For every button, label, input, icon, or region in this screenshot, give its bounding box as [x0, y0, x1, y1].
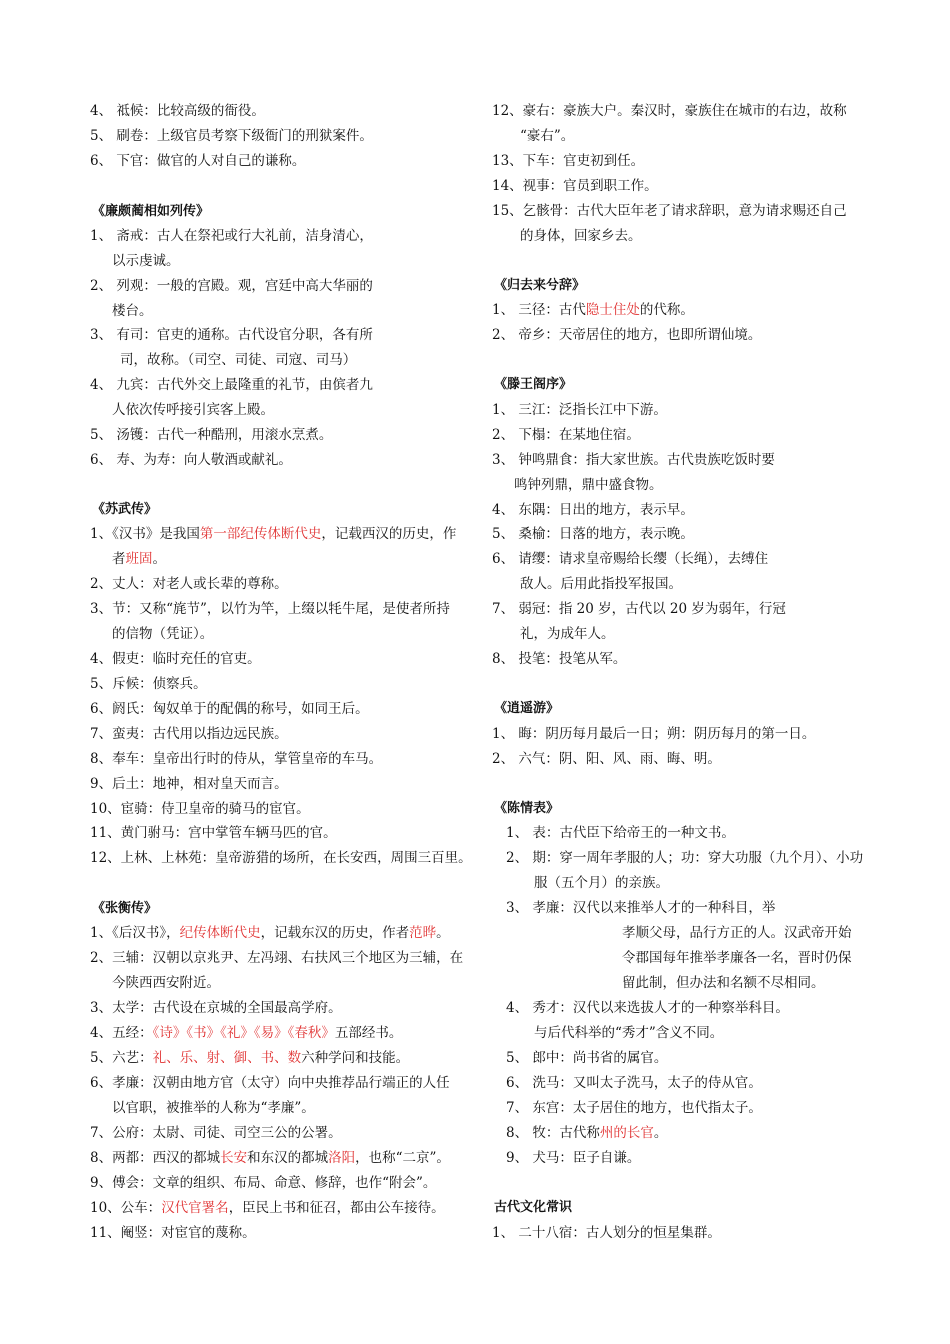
- section-title-zhangheng: 《张衡传》: [92, 901, 158, 916]
- highlight-text: 汉代官署名: [161, 1200, 229, 1216]
- list-item: 5、 桑榆：日落的地方，表示晚。: [492, 526, 694, 542]
- list-item: 7、公府：太尉、司徒、司空三公的公署。: [90, 1125, 342, 1141]
- list-item: 13、下车：官吏初到任。: [492, 153, 645, 169]
- section-title-lianpo: 《廉颇蔺相如列传》: [92, 204, 210, 219]
- list-item: 5、六艺：礼、乐、射、御、书、数六种学问和技能。: [90, 1050, 410, 1066]
- list-item: 1、《汉书》是我国第一部纪传体断代史，记载西汉的历史，作: [90, 526, 457, 542]
- list-item: 3、 有司：官吏的通称。古代设官分职，各有所: [90, 327, 373, 343]
- list-item: 孝顺父母，品行方正的人。汉武帝开始: [622, 925, 852, 941]
- section-title-culture: 古代文化常识: [494, 1200, 573, 1215]
- list-item: 8、奉车：皇帝出行时的侍从，掌管皇帝的车马。: [90, 751, 383, 767]
- highlight-text: 隐士住处: [585, 302, 640, 318]
- list-item: 鸣钟列鼎，鼎中盛食物。: [514, 477, 663, 493]
- list-item: 1、《后汉书》，纪传体断代史，记载东汉的历史，作者范晔。: [90, 925, 450, 941]
- highlight-text: 班固: [125, 551, 153, 567]
- list-item: “豪右”。: [520, 128, 575, 144]
- list-item: 3、 钟鸣鼎食：指大家世族。古代贵族吃饭时要: [492, 452, 775, 468]
- list-item: 6、孝廉：汉朝由地方官（太守）向中央推荐品行端正的人任: [90, 1075, 450, 1091]
- list-item: 1、 三径：古代隐士住处的代称。: [492, 302, 694, 318]
- list-item: 服（五个月）的亲族。: [534, 875, 669, 891]
- list-item: 3、 孝廉：汉代以来推举人才的一种科目，举: [506, 900, 776, 916]
- highlight-text: 纪传体断代史: [179, 925, 261, 941]
- list-item: 的身体，回家乡去。: [520, 228, 642, 244]
- list-item: 8、 牧：古代称州的长官。: [506, 1125, 668, 1141]
- list-item: 6、阏氏：匈奴单于的配偶的称号，如同王后。: [90, 701, 369, 717]
- list-item: 与后代科举的“秀才”含义不同。: [534, 1025, 724, 1041]
- section-title-guiqulai: 《归去来兮辞》: [494, 278, 586, 293]
- list-item: 7、蛮夷：古代用以指边远民族。: [90, 726, 288, 742]
- list-item: 楼台。: [112, 303, 153, 319]
- list-item: 7、 东宫：太子居住的地方，也代指太子。: [506, 1100, 762, 1116]
- list-item: 4、五经：《诗》《书》《礼》《易》《春秋》五部经书。: [90, 1025, 403, 1041]
- list-item: 9、后土：地神，相对皇天而言。: [90, 776, 288, 792]
- highlight-text: 《诗》《书》《礼》《易》《春秋》: [152, 1025, 335, 1041]
- list-item: 4、 九宾：古代外交上最隆重的礼节，由傧者九: [90, 377, 373, 393]
- list-item: 5、 刷卷：上级官员考察下级衙门的刑狱案件。: [90, 128, 373, 144]
- list-item: 2、 六气：阴、阳、风、雨、晦、明。: [492, 751, 721, 767]
- list-item: 6、 下官：做官的人对自己的谦称。: [90, 153, 306, 169]
- list-item: 8、 投笔：投笔从军。: [492, 651, 627, 667]
- list-item: 5、斥候：侦察兵。: [90, 676, 207, 692]
- section-title-suwu: 《苏武传》: [92, 502, 158, 517]
- list-item: 1、 晦：阴历每月最后一日；朔：阴历每月的第一日。: [492, 726, 816, 742]
- list-item: 令郡国每年推举孝廉各一名，晋时仍保: [622, 950, 852, 966]
- highlight-text: 第一部纪传体断代史: [199, 526, 322, 542]
- list-item: 12、豪右：豪族大户。秦汉时，豪族住在城市的右边，故称: [492, 103, 847, 119]
- list-item: 2、三辅：汉朝以京兆尹、左冯翊、右扶风三个地区为三辅，在: [90, 950, 464, 966]
- list-item: 人依次传呼接引宾客上殿。: [112, 402, 274, 418]
- list-item: 司，故称。（司空、司徒、司寇、司马）: [120, 352, 357, 368]
- list-item: 10、公车：汉代官署名，臣民上书和征召，都由公车接待。: [90, 1200, 445, 1216]
- list-item: 留此制，但办法和名额不尽相同。: [622, 975, 825, 991]
- list-item: 14、视事：官员到职工作。: [492, 178, 658, 194]
- highlight-text: 礼、乐、射、御、书、数: [152, 1050, 302, 1066]
- highlight-text: 州的长官: [599, 1125, 654, 1141]
- list-item: 礼，为成年人。: [520, 626, 615, 642]
- list-item: 3、节：又称“旄节”，以竹为竿，上缀以牦牛尾，是使者所持: [90, 601, 450, 617]
- list-item: 1、 三江：泛指长江中下游。: [492, 402, 667, 418]
- list-item: 2、 期：穿一周年孝服的人；功：穿大功服（九个月）、小功: [506, 850, 864, 866]
- list-item: 4、 祗候：比较高级的衙役。: [90, 103, 265, 119]
- list-item: 者班固。: [112, 551, 166, 567]
- list-item: 10、宦骑：侍卫皇帝的骑马的宦官。: [90, 801, 310, 817]
- list-item: 2、丈人：对老人或长辈的尊称。: [90, 576, 288, 592]
- highlight-text: 范晔: [409, 925, 437, 941]
- list-item: 以官职，被推举的人称为“孝廉”。: [112, 1100, 315, 1116]
- list-item: 7、 弱冠：指 20 岁，古代以 20 岁为弱年，行冠: [492, 601, 786, 617]
- section-title-xiaoyao: 《逍遥游》: [494, 701, 560, 716]
- list-item: 1、 斋戒：古人在祭祀或行大礼前，洁身清心，: [90, 228, 373, 244]
- list-item: 敌人。后用此指投军报国。: [520, 576, 682, 592]
- list-item: 以示虔诚。: [112, 253, 180, 269]
- list-item: 12、上林、上林苑：皇帝游猎的场所，在长安西，周围三百里。: [90, 850, 472, 866]
- list-item: 11、阉竖：对宦官的蔑称。: [90, 1225, 256, 1241]
- list-item: 6、 洗马：又叫太子洗马，太子的侍从官。: [506, 1075, 762, 1091]
- list-item: 3、太学：古代设在京城的全国最高学府。: [90, 1000, 342, 1016]
- section-title-chenqing: 《陈情表》: [494, 801, 560, 816]
- list-item: 1、 表：古代臣下给帝王的一种文书。: [506, 825, 735, 841]
- list-item: 5、 郎中：尚书省的属官。: [506, 1050, 668, 1066]
- list-item: 4、 东隅：日出的地方，表示早。: [492, 502, 694, 518]
- list-item: 2、 下榻：在某地住宿。: [492, 427, 640, 443]
- section-title-tengwang: 《滕王阁序》: [494, 377, 573, 392]
- list-item: 9、傅会：文章的组织、布局、命意、修辞，也作“附会”。: [90, 1175, 437, 1191]
- list-item: 15、乞骸骨：古代大臣年老了请求辞职，意为请求赐还自己: [492, 203, 847, 219]
- list-item: 5、 汤镬：古代一种酷刑，用滚水烹煮。: [90, 427, 333, 443]
- highlight-text: 长安: [220, 1150, 248, 1166]
- list-item: 4、假吏：临时充任的官吏。: [90, 651, 261, 667]
- list-item: 8、两都：西汉的都城长安和东汉的都城洛阳，也称“二京”。: [90, 1150, 450, 1166]
- list-item: 11、黄门驸马：宫中掌管车辆马匹的官。: [90, 825, 337, 841]
- list-item: 今陕西西安附近。: [112, 975, 220, 991]
- list-item: 2、 列观：一般的宫殿。观，宫廷中高大华丽的: [90, 278, 373, 294]
- list-item: 2、 帝乡：天帝居住的地方，也即所谓仙境。: [492, 327, 762, 343]
- list-item: 4、 秀才：汉代以来选拔人才的一种察举科目。: [506, 1000, 789, 1016]
- list-item: 6、 寿、为寿：向人敬酒或献礼。: [90, 452, 292, 468]
- list-item: 1、 二十八宿：古人划分的恒星集群。: [492, 1225, 721, 1241]
- highlight-text: 洛阳: [328, 1150, 356, 1166]
- list-item: 6、 请缨：请求皇帝赐给长缨（长绳），去缚住: [492, 551, 769, 567]
- list-item: 9、 犬马：臣子自谦。: [506, 1150, 641, 1166]
- list-item: 的信物（凭证）。: [112, 626, 214, 642]
